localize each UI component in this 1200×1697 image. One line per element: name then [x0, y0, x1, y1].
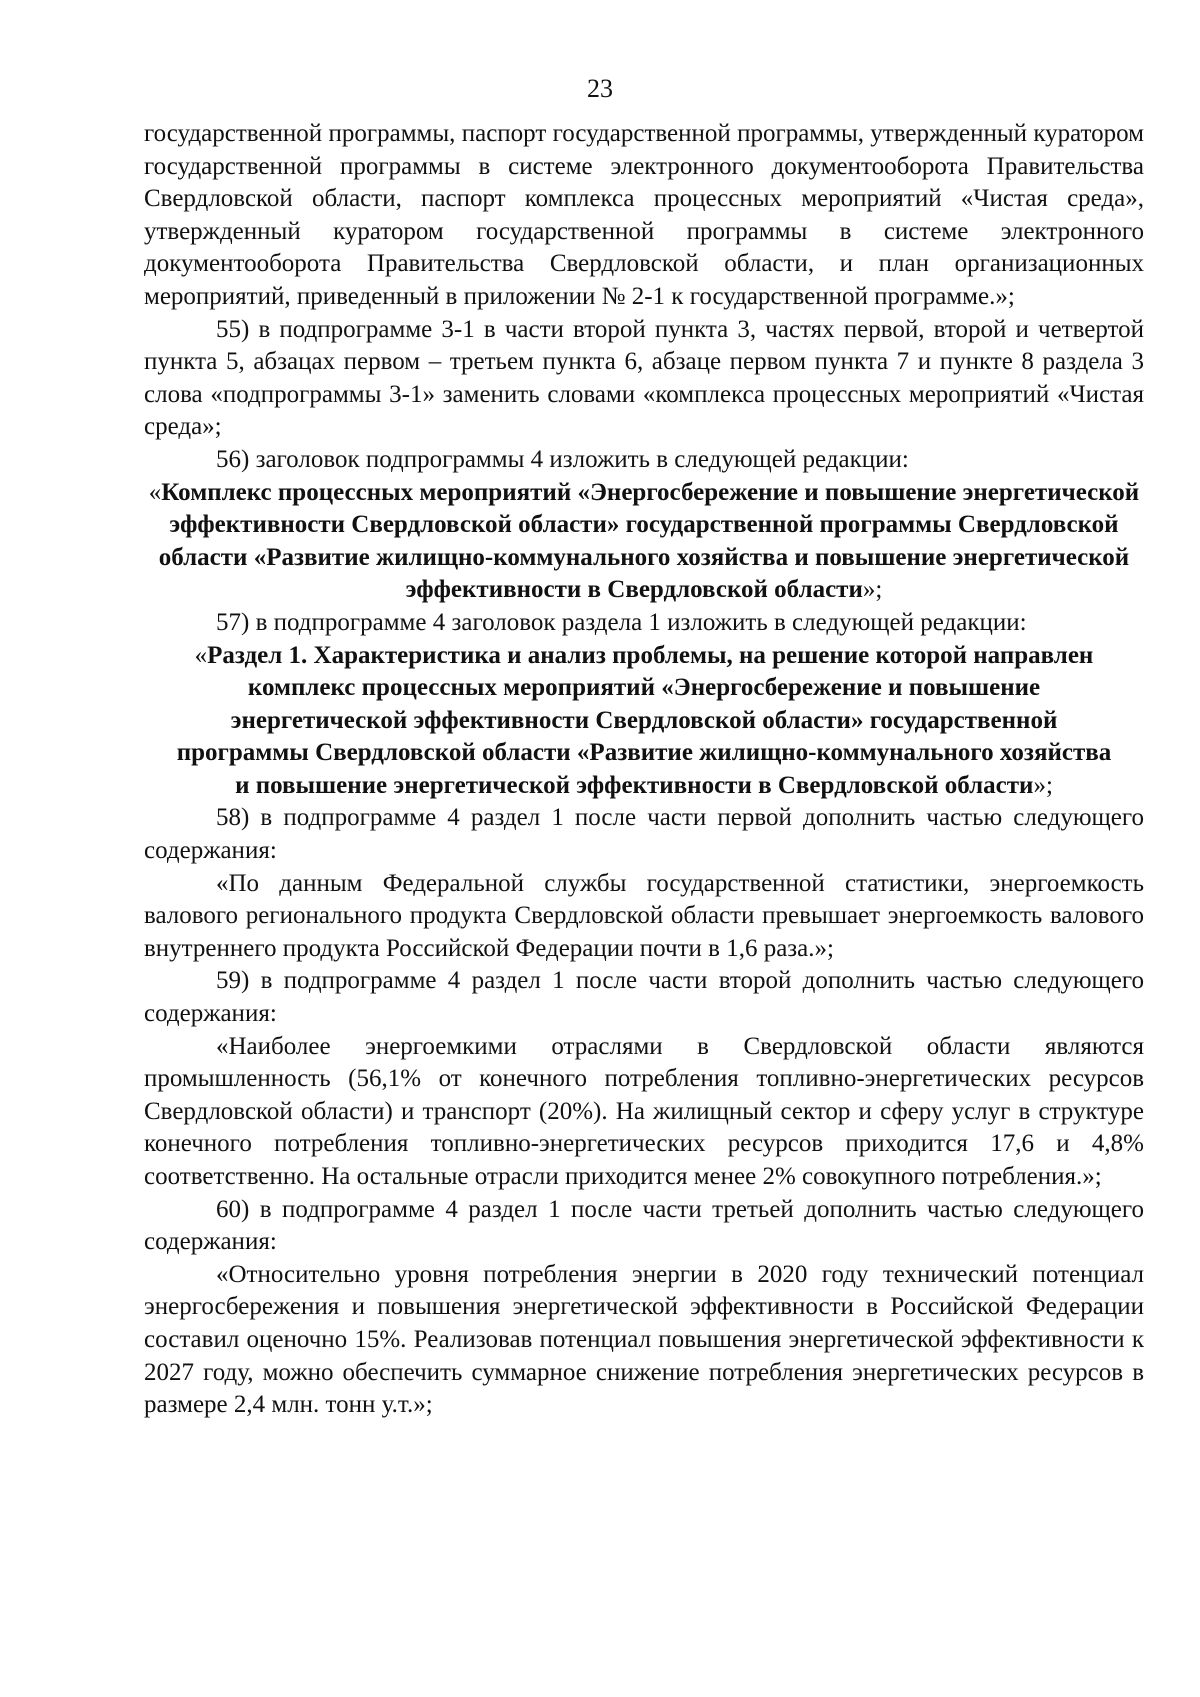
- paragraph-item-60: 60) в подпрограмме 4 раздел 1 после части третьей дополнить частью следующего содержания:: [144, 1195, 1144, 1256]
- quote-item-60: «Относительно уровня потребления энергии в 2020 году технический потенциал энергосбережения и повышения энергетической эффективности в Российской Федерации составил оценочно 15%. Реализовав потенциал повышения энергетической эффективности к 2027 году, можно обеспечить суммарное снижение потребления энергетических ресурсов в размере 2,4 млн. тонн у.т.»;: [144, 1260, 1144, 1419]
- quote-item-59: «Наиболее энергоемкими отраслями в Свердловской области являются промышленность (56,1% от конечного потребления топливно-энергетических ресурсов Свердловской области) и транспорт (20%). На жилищный сектор и сферу услуг в структуре конечного потребления топливно-энергетических ресурсов приходится 17,6 и 4,8% соответственно. На остальные отрасли приходится менее 2% совокупного потребления.»;: [144, 1032, 1144, 1190]
- paragraph-continuation: государственной программы, паспорт государственной программы, утвержденный куратором государственной программы в системе электронного документооборота Правительства Свердловской области, паспорт комплекса процессных мероприятий «Чистая среда», утвержденный куратором государственной программы в системе электронного документооборота Правительства Свердловской области, и план организационных мероприятий, приведенный в приложении № 2-1 к государственной программе.»;: [144, 120, 1144, 310]
- quote-close: »;: [1033, 771, 1053, 799]
- document-body: [144, 118, 1144, 1422]
- quote-close: »;: [862, 576, 883, 604]
- quote-open: «: [194, 641, 208, 669]
- page-number: 23: [587, 74, 613, 103]
- paragraph-item-59: 59) в подпрограмме 4 раздел 1 после части второй дополнить частью следующего содержания:: [144, 967, 1144, 1028]
- quote-item-58: «По данным Федеральной службы государственной статистики, энергоемкость валового регионального продукта Свердловской области превышает энергоемкость валового внутреннего продукта Российской Федерации почти в 1,6 раза.»;: [144, 869, 1144, 962]
- section-1-title-text: Раздел 1. Характеристика и анализ проблемы, на решение которой направлен комплекс процессных мероприятий «Энергосбережение и повышение энергетической эффективности Свердловской области» государственной программы Свердловской области «Развитие жилищно-коммунального хозяйства и повышение энергетической эффективности в Свердловской области: [176, 641, 1112, 799]
- section-1-title: [144, 640, 1144, 803]
- paragraph-item-56: 56) заголовок подпрограммы 4 изложить в следующей редакции:: [216, 445, 909, 473]
- subprogram-4-title: [144, 477, 1144, 607]
- quote-open: «: [148, 478, 162, 506]
- subprogram-4-title-text: Комплекс процессных мероприятий «Энергосбережение и повышение энергетической эффективности Свердловской области» государственной программы Свердловской области «Развитие жилищно-коммунального хозяйства и повышение энергетической эффективности в Свердловской области: [158, 478, 1140, 604]
- paragraph-item-55: 55) в подпрограмме 3-1 в части второй пункта 3, частях первой, второй и четвертой пункта 5, абзацах первом – третьем пункта 6, абзаце первом пункта 7 и пункте 8 раздела 3 слова «подпрограммы 3-1» заменить словами «комплекса процессных мероприятий «Чистая среда»;: [144, 315, 1144, 441]
- paragraph-item-58: 58) в подпрограмме 4 раздел 1 после части первой дополнить частью следующего содержания:: [144, 804, 1144, 865]
- paragraph-item-57: 57) в подпрограмме 4 заголовок раздела 1 изложить в следующей редакции:: [216, 608, 1027, 636]
